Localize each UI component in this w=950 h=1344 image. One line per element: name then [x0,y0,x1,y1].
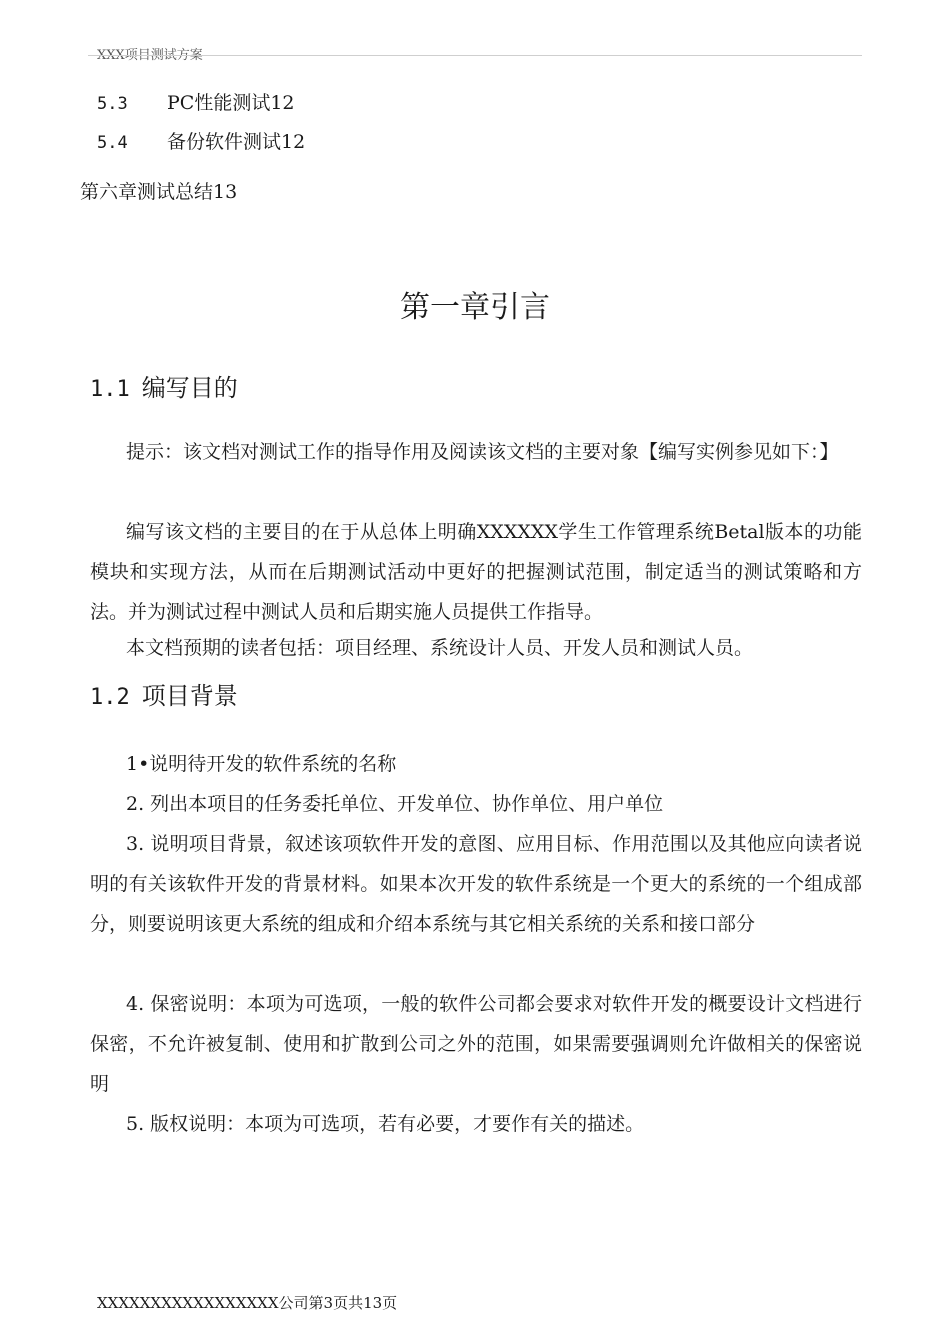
toc-entry-number: 5.3 [97,94,128,114]
section-heading [90,676,238,711]
chapter-title: 第一章引言 [400,290,550,325]
toc-entry-label: 备份软件测试12 [167,131,306,153]
paragraph: 3. 说明项目背景，叙述该项软件开发的意图、应用目标、作用范围以及其他应向读者说明的有关该软件开发的背景材料。如果本次开发的软件系统是一个更大的系统的一个组成部分，则要说明该更大系统的组成和介绍本系统与其它相关系统的关系和接口部分 [90,833,862,935]
toc-entry-number: 5.4 [97,133,128,153]
header-divider [88,55,862,56]
paragraph: 编写该文档的主要目的在于从总体上明确XXXXXX学生工作管理系统Betal版本的功能模块和实现方法，从而在后期测试活动中更好的把握测试范围，制定适当的测试策略和方法。并为测试过程中测试人员和后期实施人员提供工作指导。 [90,521,862,623]
page-header: XXX项目测试方案 [97,48,203,63]
toc-entry[interactable] [97,127,305,154]
paragraph: 5. 版权说明：本项为可选项，若有必要，才要作有关的描述。 [126,1113,645,1135]
toc-entry[interactable] [80,177,237,204]
section-number: 1.1 [90,377,130,402]
paragraph: 2. 列出本项目的任务委托单位、开发单位、协作单位、用户单位 [126,793,664,815]
toc-entry-label: 第六章测试总结13 [80,181,238,203]
paragraph: 4. 保密说明：本项为可选项，一般的软件公司都会要求对软件开发的概要设计文档进行保密，不允许被复制、使用和扩散到公司之外的范围，如果需要强调则允许做相关的保密说明 [90,993,862,1095]
paragraph: 1•说明待开发的软件系统的名称 [126,753,397,775]
section-heading [90,368,238,403]
section-title: 编写目的 [141,374,238,402]
toc-entry-label: PC性能测试12 [167,92,295,114]
section-number: 1.2 [90,685,130,710]
paragraph: 本文档预期的读者包括：项目经理、系统设计人员、开发人员和测试人员。 [126,637,754,659]
section-title: 项目背景 [141,682,238,710]
paragraph: 提示：该文档对测试工作的指导作用及阅读该文档的主要对象【编写实例参见如下：】 [126,441,839,463]
page-footer: XXXXXXXXXXXXXXXXX公司第3页共13页 [97,1294,398,1312]
toc-entry[interactable] [97,88,295,115]
